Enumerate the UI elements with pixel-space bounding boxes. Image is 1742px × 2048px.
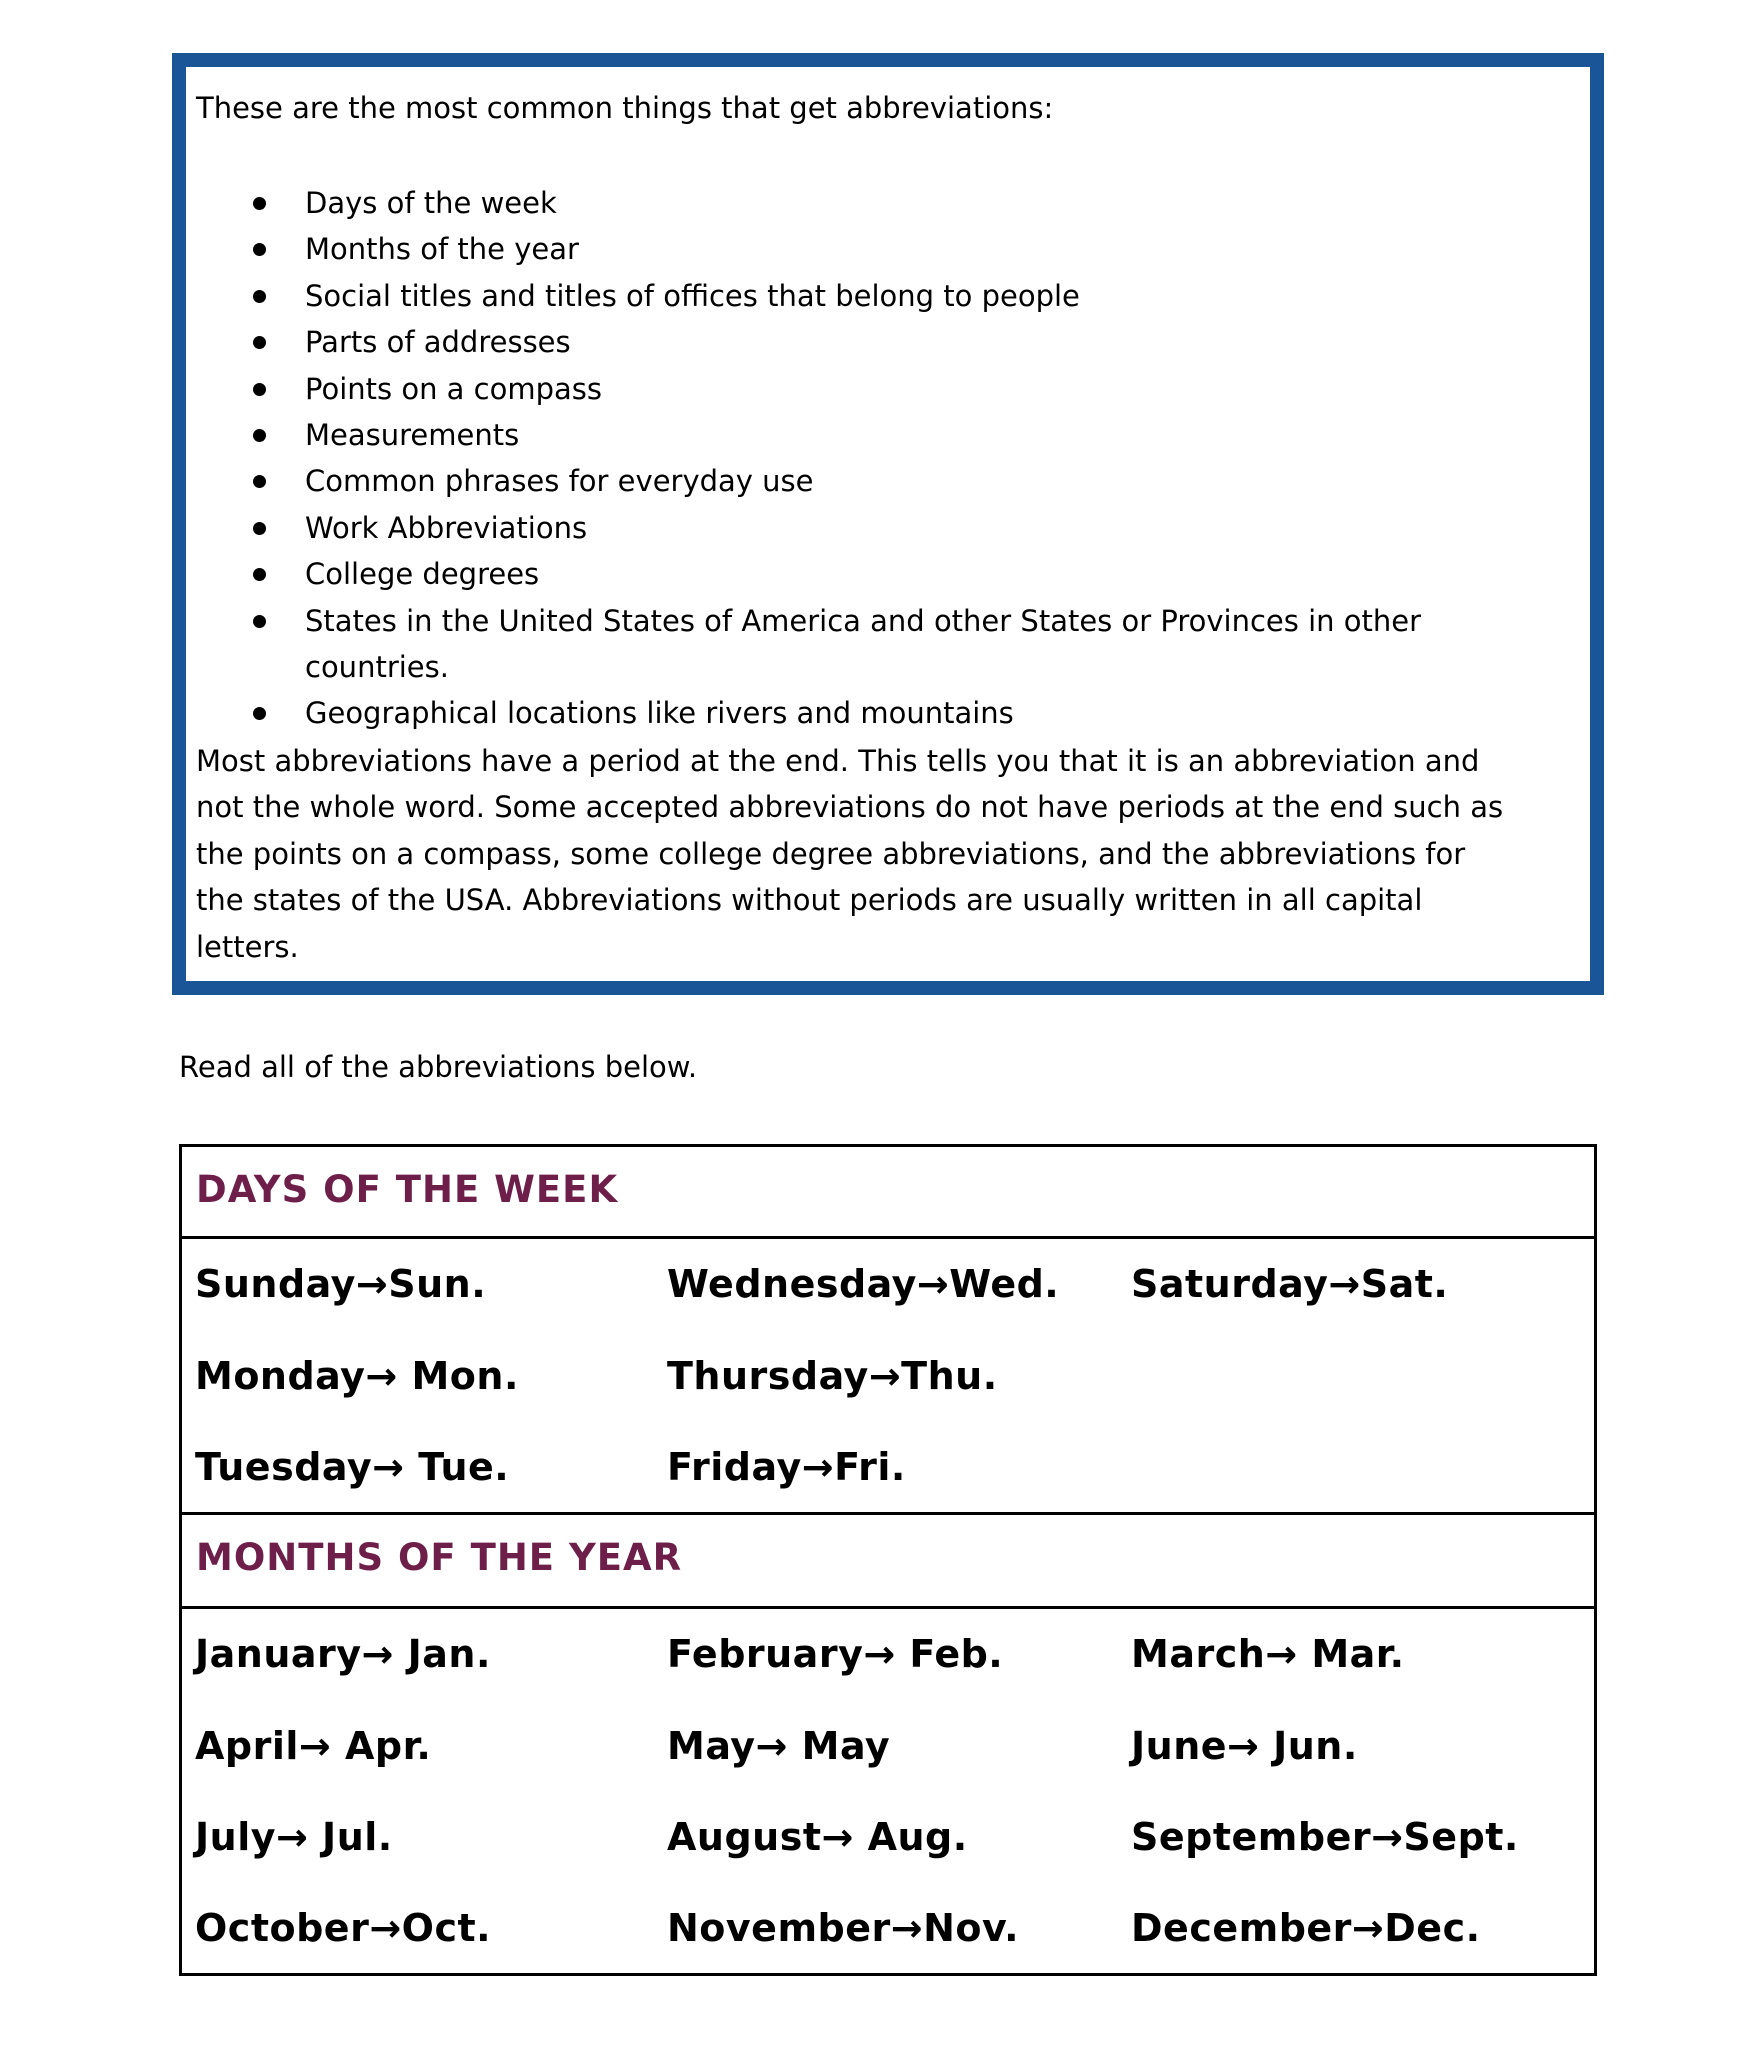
table-cell: October→Oct. [195,1906,492,1950]
table-cell: Tuesday→ Tue. [195,1445,510,1489]
paragraph-line: letters. [196,929,299,964]
table-cell: April→ Apr. [195,1724,432,1768]
table-cell: Saturday→Sat. [1131,1262,1449,1306]
paragraph-line: not the whole word. Some accepted abbreviations do not have periods at the end such as [196,790,1504,825]
paragraph-line: the points on a compass, some college degree abbreviations, and the abbreviations for [196,836,1466,871]
table-divider [179,1512,1597,1515]
bullet-icon [253,197,266,210]
table-cell: Friday→Fri. [667,1445,906,1489]
table-cell: Wednesday→Wed. [667,1262,1060,1306]
bullet-icon [253,290,266,303]
months-section-title: MONTHS OF THE YEAR [196,1536,683,1579]
table-cell: February→ Feb. [667,1632,1004,1676]
table-cell: Sunday→Sun. [195,1262,487,1306]
table-cell: July→ Jul. [195,1815,393,1859]
paragraph-line: Most abbreviations have a period at the end. This tells you that it is an abbreviation and [196,744,1480,778]
table-cell: May→ May [667,1724,891,1768]
table-cell: Thursday→Thu. [667,1354,998,1398]
explanation-paragraph [196,738,1591,970]
table-cell: September→Sept. [1131,1815,1519,1859]
days-section-title: DAYS OF THE WEEK [196,1168,619,1211]
instruction-text: Read all of the abbreviations below. [179,1050,698,1084]
bullet-icon [253,615,266,628]
table-divider [179,1236,1597,1239]
bullet-icon [253,522,266,535]
table-cell: December→Dec. [1131,1906,1481,1950]
table-cell: March→ Mar. [1131,1632,1405,1676]
table-cell: August→ Aug. [667,1815,968,1859]
bullet-icon [253,383,266,396]
table-cell: November→Nov. [667,1906,1020,1950]
paragraph-line: the states of the USA. Abbreviations without periods are usually written in all capital [196,883,1423,918]
table-cell: June→ Jun. [1131,1724,1358,1768]
intro-text: These are the most common things that get abbreviations: [196,91,1054,125]
bullet-icon [253,429,266,442]
table-cell: January→ Jan. [195,1632,491,1676]
table-divider [179,1606,1597,1609]
table-cell: Monday→ Mon. [195,1354,519,1398]
